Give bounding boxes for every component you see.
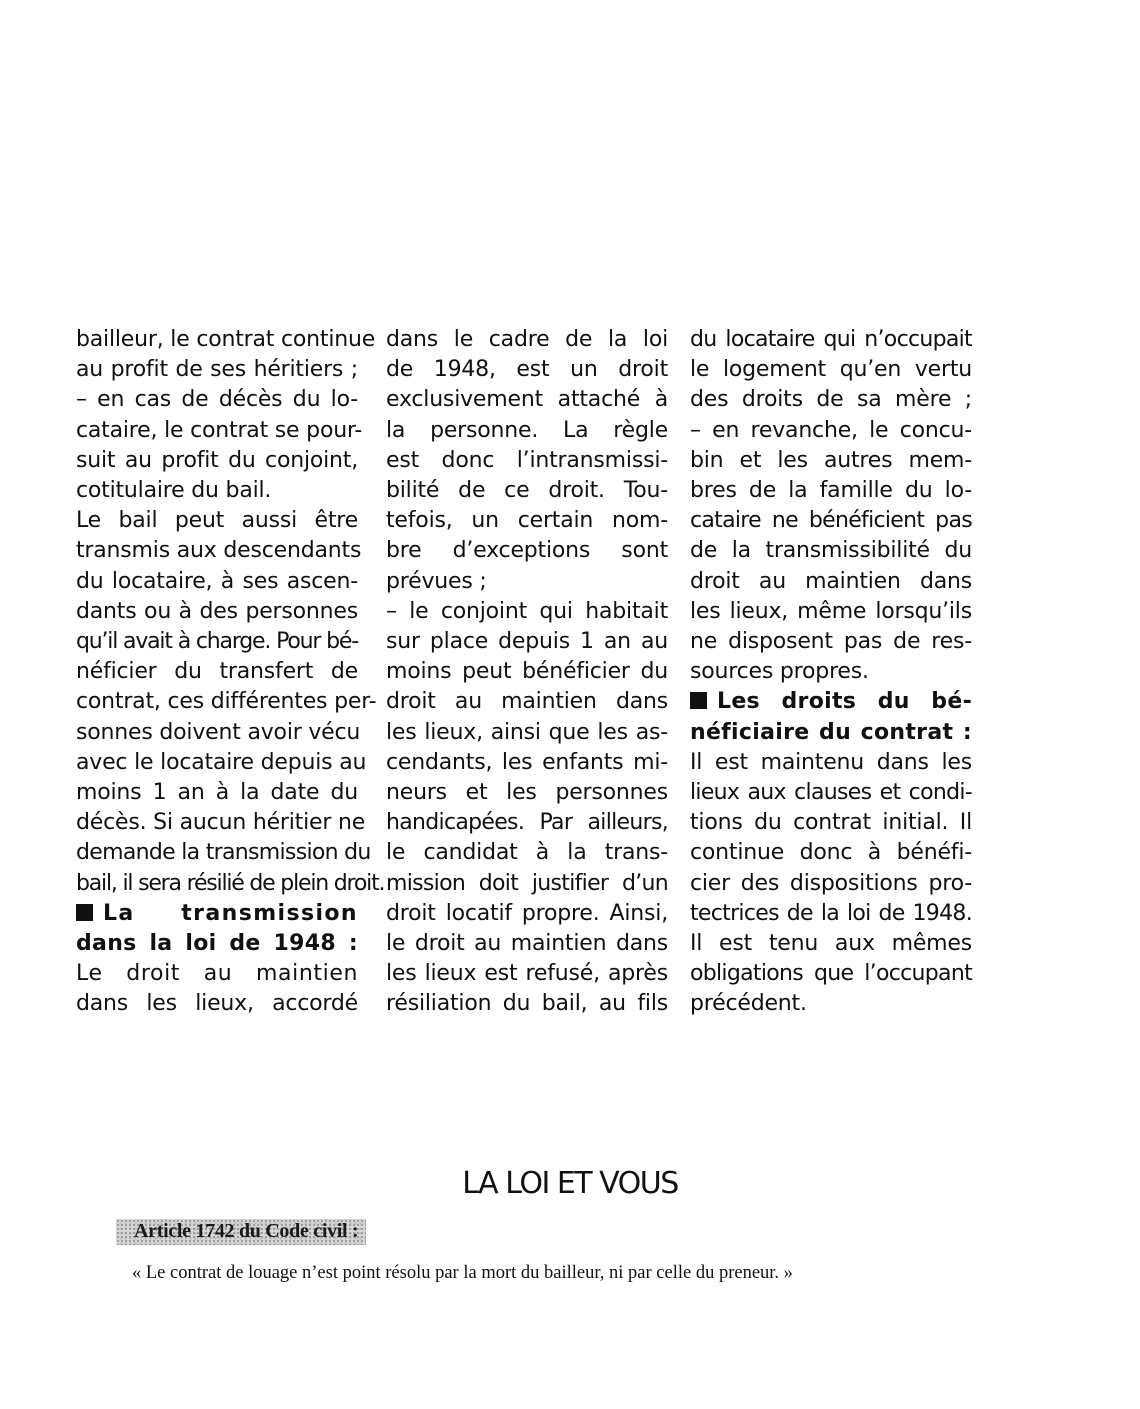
text-line: cataire, le contrat se pour- (76, 417, 363, 443)
text-line: mission doit justifier d’un (386, 870, 668, 896)
text-line: des droits de sa mère ; (690, 387, 972, 413)
text-line: sources propres. (690, 659, 869, 685)
text-line: – en cas de décès du lo- (76, 387, 358, 413)
text-line: bailleur, le contrat continue (76, 327, 376, 352)
text-line: continue donc à bénéfi- (690, 840, 972, 866)
section-heading-transmission-cont: dans la loi de 1948 : (76, 931, 358, 957)
text-line: bilité de ce droit. Tou- (386, 478, 668, 504)
text-line: décès. Si aucun héritier ne (76, 810, 366, 836)
text-line: handicapées. Par ailleurs, (386, 810, 668, 836)
text-line: neurs et les personnes (386, 780, 668, 806)
text-line: obligations que l’occupant (690, 961, 972, 987)
text-line: précédent. (690, 991, 807, 1017)
text-line: du locataire, à ses ascen- (76, 568, 358, 594)
text-line: cotitulaire du bail. (76, 478, 272, 504)
text-line: sur place depuis 1 an au (386, 629, 668, 655)
text-line: tions du contrat initial. Il (690, 810, 972, 836)
article-quote: « Le contrat de louage n’est point résolu par la mort du bailleur, ni par celle du preneur. » (132, 1263, 793, 1283)
text-line: qu’il avait à charge. Pour bé- (76, 629, 358, 655)
text-line: suit au profit du conjoint, (76, 447, 358, 473)
text-line: Le bail peut aussi être (76, 508, 358, 534)
bullet-square-icon (690, 692, 707, 709)
text-line: les lieux est refusé, après (386, 961, 668, 987)
text-line: cendants, les enfants mi- (386, 749, 668, 775)
text-line: néficier du transfert de (76, 659, 358, 685)
article-label: Article 1742 du Code civil : (116, 1219, 366, 1245)
text-line: sonnes doivent avoir vécu (76, 719, 361, 745)
text-line: tectrices de la loi de 1948. (690, 900, 972, 926)
text-line: lieux aux clauses et condi- (690, 780, 972, 806)
section-heading-droits: Les droits du bé- (690, 687, 972, 717)
text-line: tefois, un certain nom- (386, 508, 668, 534)
text-line: est donc l’intransmissi- (386, 447, 668, 473)
text-line: le logement qu’en vertu (690, 357, 972, 383)
text-line: dants ou à des personnes (76, 598, 358, 624)
text-line: bin et les autres mem- (690, 447, 972, 473)
text-line: contrat, ces différentes per- (76, 689, 377, 715)
text-line: droit au maintien dans (690, 568, 972, 594)
text-line: transmis aux descendants (76, 538, 362, 564)
text-column-1 (76, 325, 385, 1020)
text-line: Le droit au maintien (76, 961, 358, 987)
law-box-title: LA LOI ET VOUS (462, 1166, 678, 1201)
text-line: moins 1 an à la date du (76, 780, 358, 806)
text-line: du locataire qui n’occupait (690, 327, 972, 352)
text-line: dans le cadre de la loi (386, 327, 668, 352)
text-line: la personne. La règle (386, 417, 668, 443)
text-column-3 (690, 325, 972, 1020)
text-line: cataire ne bénéficient pas (690, 508, 972, 534)
text-line: dans les lieux, accordé (76, 991, 358, 1017)
text-line: droit locatif propre. Ainsi, (386, 900, 668, 926)
text-line: bail, il sera résilié de plein droit. (76, 870, 385, 896)
text-line: droit au maintien dans (386, 689, 668, 715)
text-line: résiliation du bail, au fils (386, 991, 668, 1017)
text-line: les lieux, même lorsqu’ils (690, 598, 972, 624)
text-line: prévues ; (386, 568, 487, 594)
bullet-square-icon (76, 904, 93, 921)
text-line: demande la transmission du (76, 840, 371, 866)
text-line: les lieux, ainsi que les as- (386, 719, 668, 745)
text-line: Il est tenu aux mêmes (690, 931, 972, 957)
text-line: le droit au maintien dans (386, 931, 668, 957)
text-line: au profit de ses héritiers ; (76, 357, 358, 383)
text-line: bre d’exceptions sont (386, 538, 668, 564)
text-line: avec le locataire depuis au (76, 749, 367, 775)
text-line: Il est maintenu dans les (690, 749, 972, 775)
text-line: le candidat à la trans- (386, 840, 668, 866)
text-line: – en revanche, le concu- (690, 417, 972, 443)
section-heading-droits-cont: néficiaire du contrat : (690, 719, 972, 745)
text-line: moins peut bénéficier du (386, 659, 668, 685)
text-line: de la transmissibilité du (690, 538, 972, 564)
text-line: bres de la famille du lo- (690, 478, 972, 504)
text-line: – le conjoint qui habitait (386, 598, 668, 624)
text-line: exclusivement attaché à (386, 387, 668, 413)
text-line: ne disposent pas de res- (690, 629, 972, 655)
text-line: de 1948, est un droit (386, 357, 668, 383)
section-heading-transmission: La transmission (76, 899, 358, 929)
text-column-2 (386, 325, 668, 1020)
text-line: cier des dispositions pro- (690, 870, 972, 896)
